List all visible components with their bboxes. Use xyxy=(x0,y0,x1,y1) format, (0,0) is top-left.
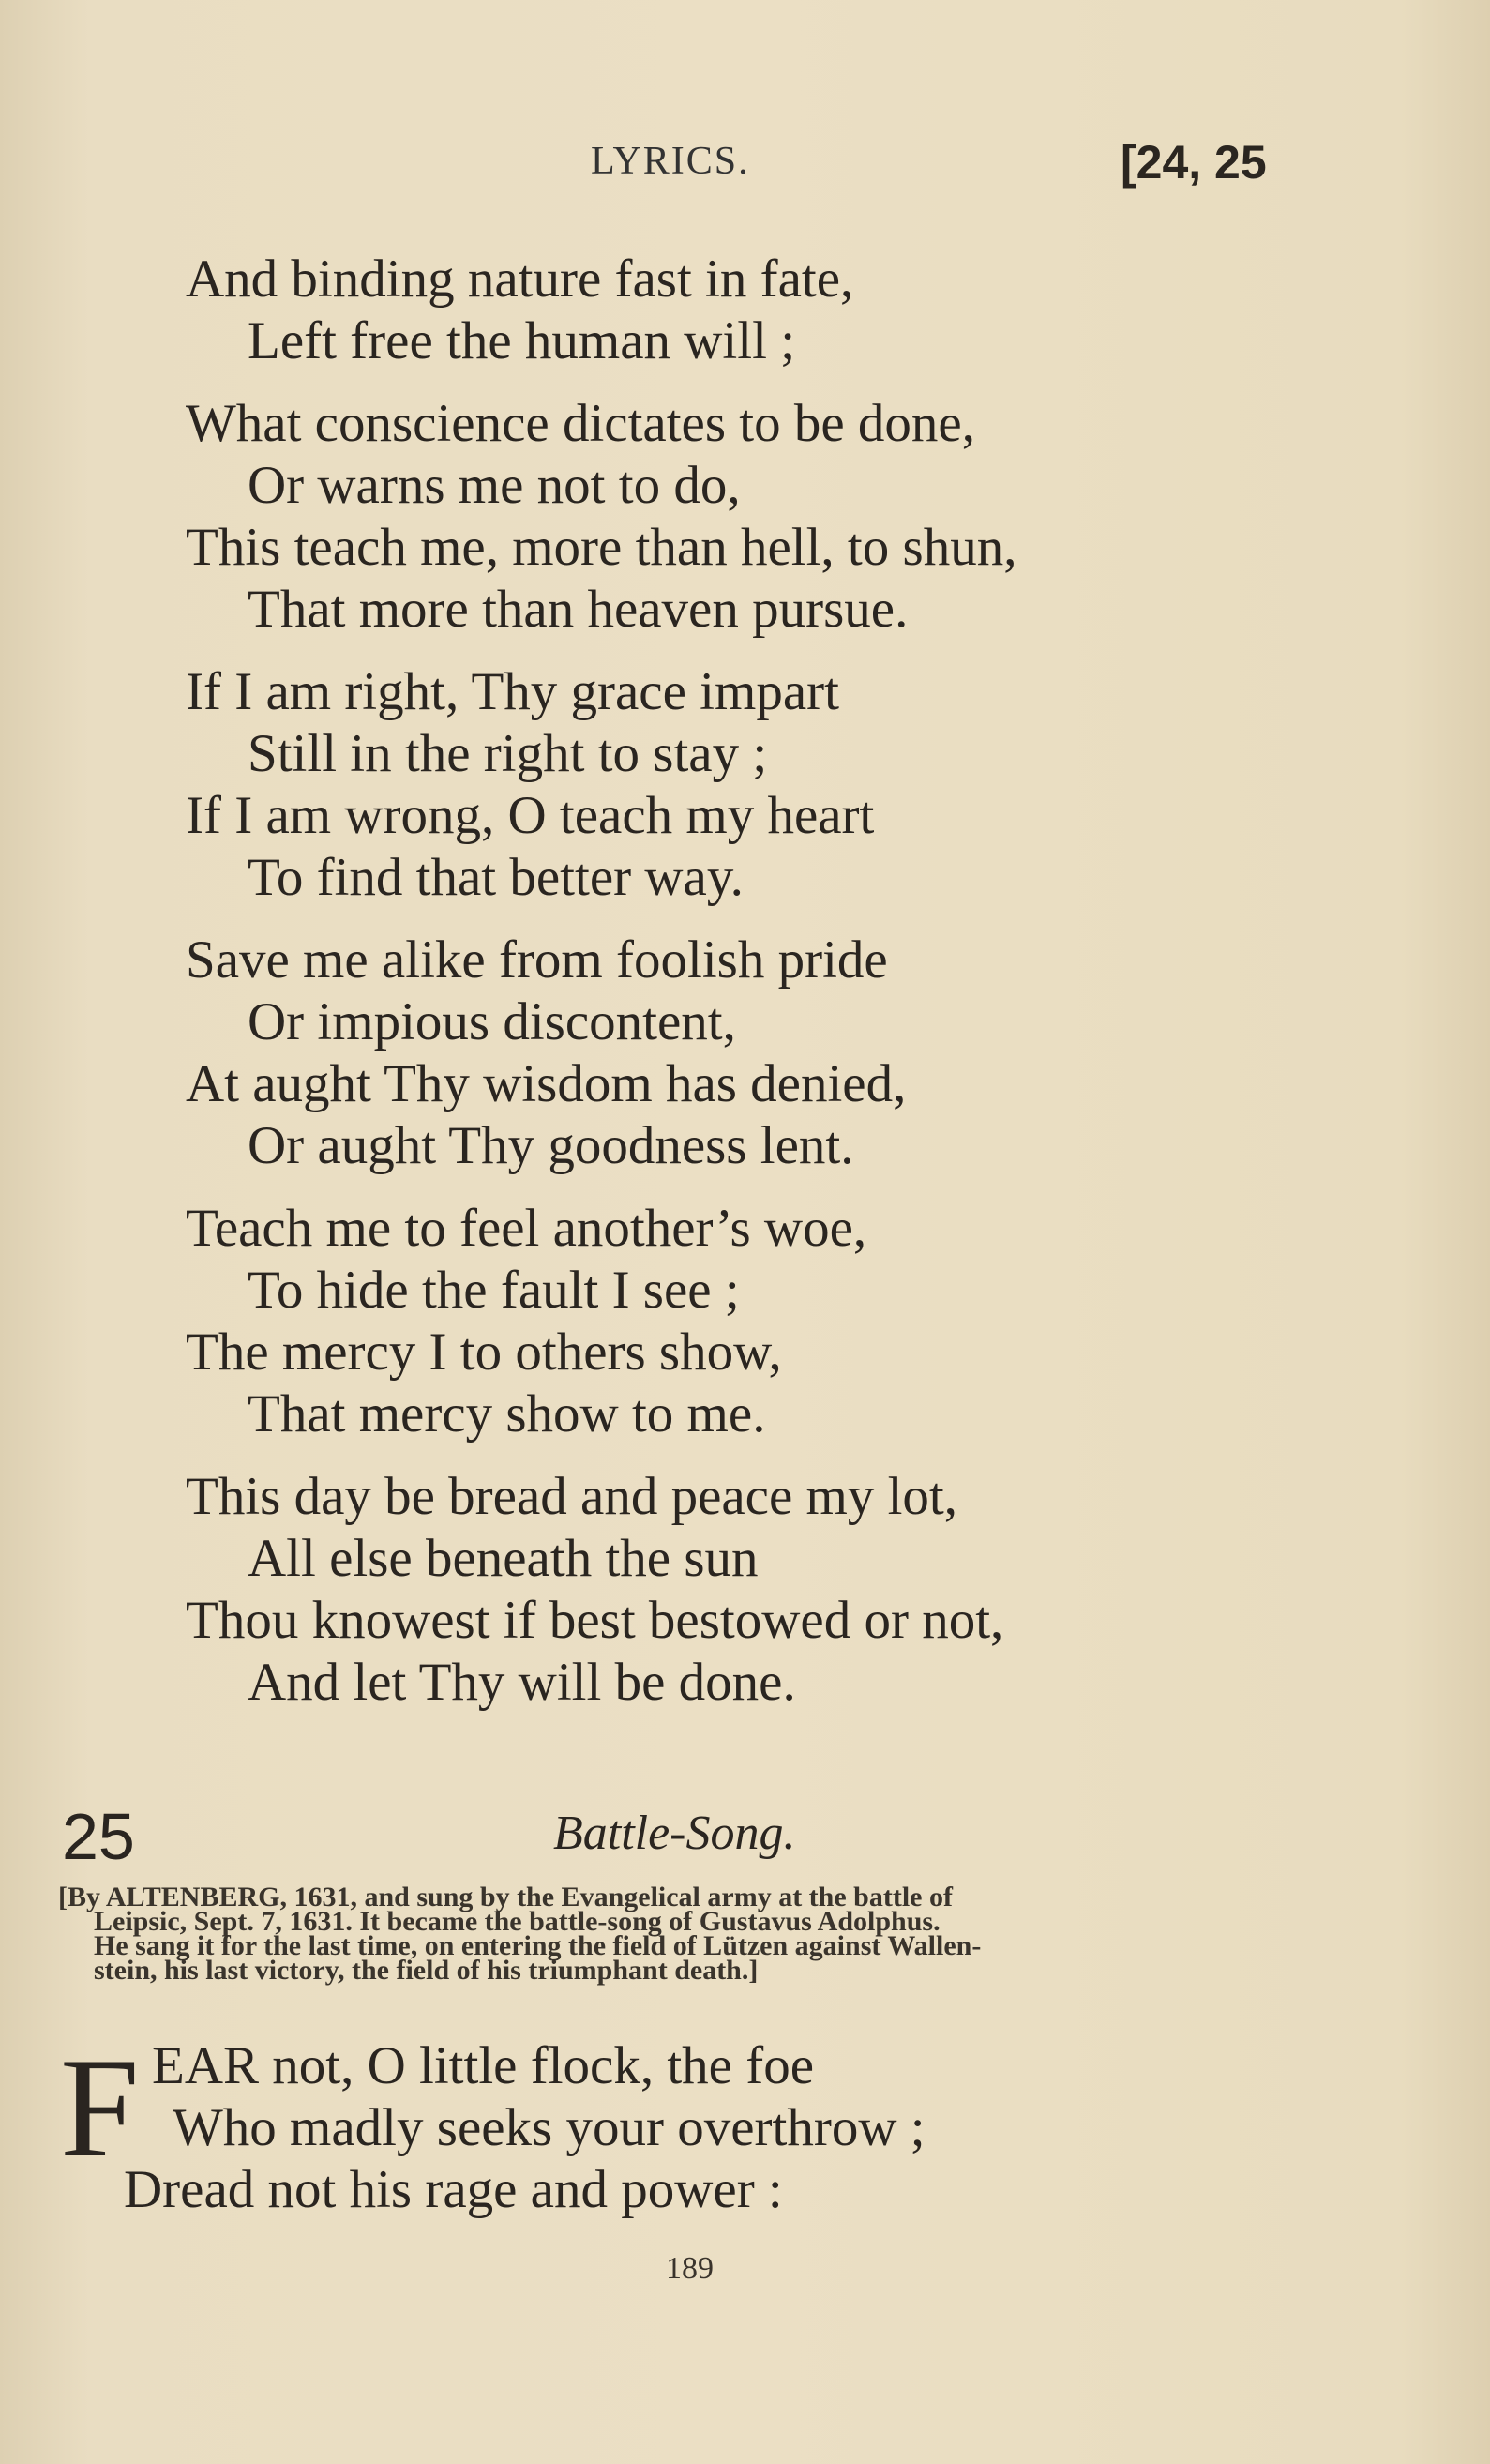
page-number: 189 xyxy=(666,2251,714,2286)
verse-line: That mercy show to me. xyxy=(248,1384,766,1444)
verse-line: Dread not his rage and power : xyxy=(124,2160,783,2219)
verse-line: If I am wrong, O teach my heart xyxy=(186,786,875,845)
verse-line: EAR not, O little flock, the foe xyxy=(152,2036,815,2095)
verse-line: All else beneath the sun xyxy=(248,1529,759,1588)
stanza xyxy=(186,661,1311,909)
verse-line: What conscience dictates to be done, xyxy=(186,394,975,453)
stanza xyxy=(186,1198,1311,1445)
drop-cap: F xyxy=(60,2029,140,2186)
verse-line: And let Thy will be done. xyxy=(248,1653,796,1712)
verse-line: Save me alike from foolish pride xyxy=(186,930,888,990)
hymn-note xyxy=(58,1882,1305,1986)
verse-line: Thou knowest if best bestowed or not, xyxy=(186,1591,1004,1650)
verse-line: Who madly seeks your overthrow ; xyxy=(173,2098,926,2157)
stanza xyxy=(186,393,1311,641)
verse-line: This teach me, more than hell, to shun, xyxy=(186,518,1017,577)
stanza xyxy=(186,1466,1311,1714)
verse-line: Teach me to feel another’s woe, xyxy=(186,1199,867,1258)
hymn-text xyxy=(60,2029,1326,2221)
note-line: [By ALTENBERG, 1631, and sung by the Evangelical army at the battle of xyxy=(58,1882,953,1912)
poem-continuation xyxy=(186,249,1311,1734)
verse-line: This day be bread and peace my lot, xyxy=(186,1467,958,1526)
stanza xyxy=(186,249,1311,372)
hymn-reference: [24, 25 xyxy=(1121,136,1267,189)
verse-line: At aught Thy wisdom has denied, xyxy=(186,1054,907,1113)
verse-line: If I am right, Thy grace impart xyxy=(186,662,839,721)
stanza xyxy=(186,930,1311,1177)
running-title: LYRICS. xyxy=(591,140,750,183)
verse-line: The mercy I to others show, xyxy=(186,1323,782,1382)
note-line: He sang it for the last time, on entering the field of Lützen against Wallen- xyxy=(94,1930,982,1961)
verse-line: And binding nature fast in fate, xyxy=(186,249,854,309)
running-head xyxy=(0,136,1490,195)
verse-line: Still in the right to stay ; xyxy=(248,724,768,783)
verse-line: That more than heaven pursue. xyxy=(248,580,909,639)
verse-line: To hide the fault I see ; xyxy=(248,1261,740,1320)
note-line: stein, his last victory, the field of his triumphant death.] xyxy=(94,1955,759,1986)
verse-line: Or impious discontent, xyxy=(248,992,736,1051)
verse-line: Or warns me not to do, xyxy=(248,456,741,515)
hymn-number: 25 xyxy=(62,1800,135,1873)
verse-line: Or aught Thy goodness lent. xyxy=(248,1116,854,1175)
note-line: Leipsic, Sept. 7, 1631. It became the battle-song of Gustavus Adolphus. xyxy=(94,1906,941,1937)
verse-line: Left free the human will ; xyxy=(248,311,796,370)
verse-line: To find that better way. xyxy=(248,848,744,907)
hymn-title: Battle-Song. xyxy=(553,1806,796,1860)
